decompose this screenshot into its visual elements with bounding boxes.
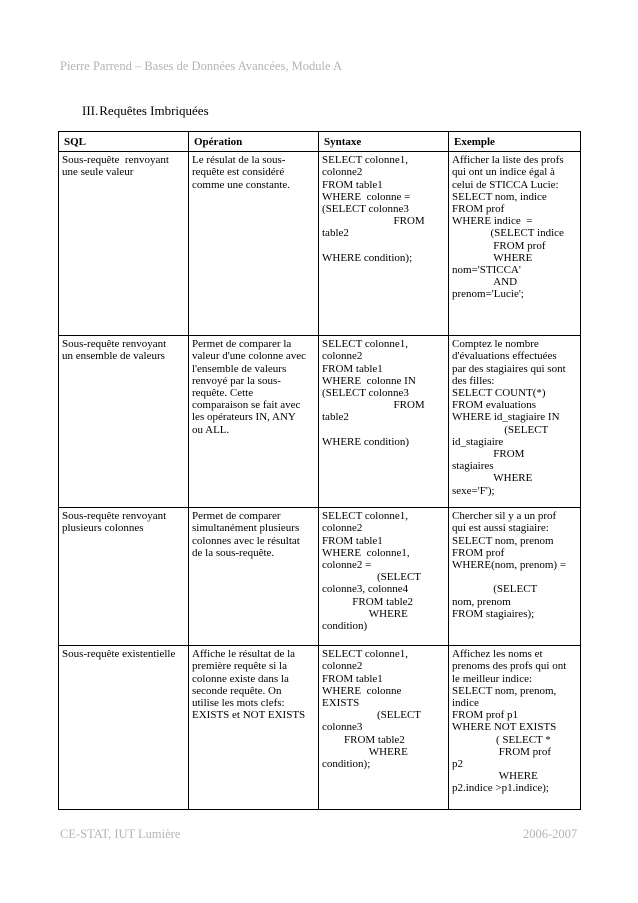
footer-right: 2006-2007 xyxy=(523,827,578,841)
cell-syntax: SELECT colonne1, colonne2 FROM table1 WHERE colonne EXISTS (SELECT colonne3 FROM table2 WHERE condition); xyxy=(319,646,449,810)
cell-operation: Permet de comparer la valeur d'une colonne avec l'ensemble de valeurs renvoyé par la sous- requête. Cette comparaison se fait avec les opérateurs IN, ANY ou ALL. xyxy=(189,336,319,508)
cell-operation: Permet de comparer simultanément plusieurs colonnes avec le résultat de la sous-requête. xyxy=(189,508,319,646)
cell-operation: Affiche le résultat de la première requête si la colonne existe dans la seconde requête. On utilise les mots clefs: EXISTS et NOT EXISTS xyxy=(189,646,319,810)
cell-example: Chercher sil y a un prof qui est aussi stagiaire: SELECT nom, prenom FROM prof WHERE(nom, prenom) = (SELECT nom, prenom FROM stagiaires); xyxy=(449,508,581,646)
cell-example: Affichez les noms et prenoms des profs qui ont le meilleur indice: SELECT nom, prenom, indice FROM prof p1 WHERE NOT EXISTS ( SELECT * FROM prof p2 WHERE p2.indice >p1.indice); xyxy=(449,646,581,810)
table-row xyxy=(59,646,581,810)
page-header: Pierre Parrend – Bases de Données Avancées, Module A xyxy=(60,59,342,73)
footer-left: CE-STAT, IUT Lumière xyxy=(60,827,181,841)
cell-sql: Sous-requête existentielle xyxy=(59,646,189,810)
cell-example: Afficher la liste des profs qui ont un indice égal à celui de STICCA Lucie: SELECT nom, indice FROM prof WHERE indice = (SELECT indice FROM prof WHERE nom='STICCA' AND prenom='Lucie'; xyxy=(449,152,581,336)
section-number: III. xyxy=(82,103,99,118)
cell-sql: Sous-requête renvoyant une seule valeur xyxy=(59,152,189,336)
cell-sql: Sous-requête renvoyant un ensemble de valeurs xyxy=(59,336,189,508)
cell-operation: Le résulat de la sous- requête est considéré comme une constante. xyxy=(189,152,319,336)
cell-syntax: SELECT colonne1, colonne2 FROM table1 WHERE colonne = (SELECT colonne3 FROM table2 WHERE condition); xyxy=(319,152,449,336)
cell-syntax: SELECT colonne1, colonne2 FROM table1 WHERE colonne1, colonne2 = (SELECT colonne3, colonne4 FROM table2 WHERE condition) xyxy=(319,508,449,646)
table-header-row xyxy=(59,132,581,152)
cell-syntax: SELECT colonne1, colonne2 FROM table1 WHERE colonne IN (SELECT colonne3 FROM table2 WHERE condition) xyxy=(319,336,449,508)
section-title-text: Requêtes Imbriquées xyxy=(99,103,209,118)
table-row xyxy=(59,152,581,336)
cell-sql: Sous-requête renvoyant plusieurs colonnes xyxy=(59,508,189,646)
table-row xyxy=(59,336,581,508)
column-header-sql: SQL xyxy=(59,132,189,152)
subquery-table xyxy=(58,131,581,810)
column-header-example: Exemple xyxy=(449,132,581,152)
table-row xyxy=(59,508,581,646)
cell-example: Comptez le nombre d'évaluations effectuées par des stagiaires qui sont des filles: SELECT COUNT(*) FROM evaluations WHERE id_stagiaire IN (SELECT id_stagiaire FROM stagiaires WHERE sexe='F'); xyxy=(449,336,581,508)
column-header-operation: Opération xyxy=(189,132,319,152)
section-title xyxy=(82,103,209,119)
column-header-syntax: Syntaxe xyxy=(319,132,449,152)
